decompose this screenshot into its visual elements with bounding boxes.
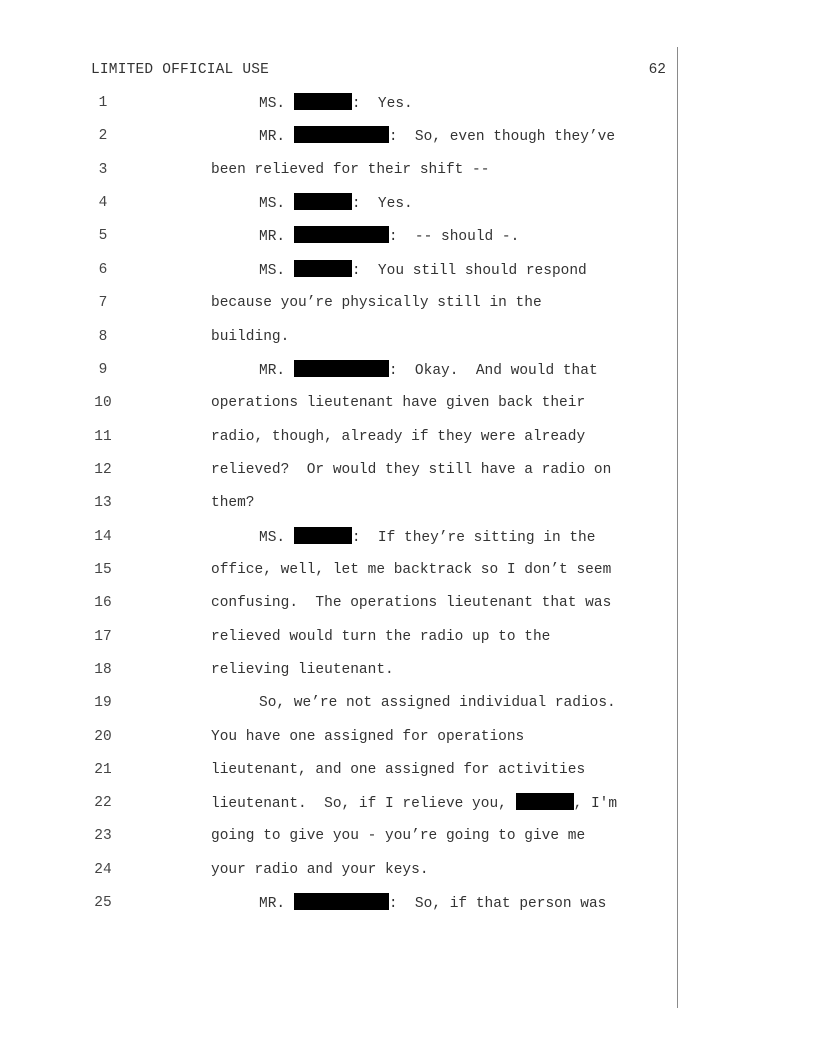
transcript-line: [0, 627, 700, 647]
line-number: 7: [98, 295, 108, 311]
classification-header: LIMITED OFFICIAL USE: [91, 62, 270, 78]
line-number: 21: [94, 762, 112, 778]
redaction-box: [516, 793, 574, 810]
redaction-box: [294, 527, 352, 544]
line-text: MR. : -- should -.: [259, 226, 519, 247]
line-number: 24: [94, 862, 112, 878]
transcript-line: [0, 393, 700, 413]
transcript-line: [0, 860, 700, 880]
line-text: So, we’re not assigned individual radios.: [259, 695, 616, 711]
line-number: 9: [98, 362, 108, 378]
line-text: MS. : You still should respond: [259, 260, 587, 281]
line-text: lieutenant, and one assigned for activities: [211, 762, 586, 778]
redaction-box: [294, 893, 389, 910]
line-number: 3: [98, 162, 108, 178]
transcript-line: [0, 360, 700, 380]
line-number: 19: [94, 695, 112, 711]
line-number: 14: [94, 529, 112, 545]
redaction-box: [294, 260, 352, 277]
transcript-line: [0, 826, 700, 846]
line-text: been relieved for their shift --: [211, 162, 490, 178]
transcript-line: [0, 560, 700, 580]
transcript-line: [0, 93, 700, 113]
line-text: radio, though, already if they were already: [211, 429, 586, 445]
line-number: 13: [94, 495, 112, 511]
line-text: operations lieutenant have given back their: [211, 395, 586, 411]
transcript-line: [0, 460, 700, 480]
line-number: 8: [98, 329, 108, 345]
transcript-line: [0, 660, 700, 680]
line-text: MR. : So, even though they’ve: [259, 126, 615, 147]
line-text: MS. : If they’re sitting in the: [259, 527, 595, 548]
line-number: 18: [94, 662, 112, 678]
line-number: 1: [98, 95, 108, 111]
line-number: 11: [94, 429, 112, 445]
line-text: your radio and your keys.: [211, 862, 429, 878]
line-text: them?: [211, 495, 255, 511]
transcript-line: [0, 260, 700, 280]
line-number: 25: [94, 895, 112, 911]
line-text: You have one assigned for operations: [211, 729, 525, 745]
line-text: relieved? Or would they still have a radio on: [211, 462, 612, 478]
line-number: 20: [94, 729, 112, 745]
transcript-line: [0, 193, 700, 213]
line-number: 23: [94, 828, 112, 844]
transcript-line: [0, 893, 700, 913]
transcript-line: [0, 727, 700, 747]
line-text: office, well, let me backtrack so I don’t seem: [211, 562, 612, 578]
transcript-line: [0, 793, 700, 813]
redaction-box: [294, 126, 389, 143]
line-number: 16: [94, 595, 112, 611]
line-text: going to give you - you’re going to give me: [211, 828, 586, 844]
transcript-line: [0, 760, 700, 780]
line-text: lieutenant. So, if I relieve you, , I'm: [211, 793, 617, 814]
redaction-box: [294, 193, 352, 210]
transcript-line: [0, 493, 700, 513]
line-number: 6: [98, 262, 108, 278]
line-text: relieved would turn the radio up to the: [211, 629, 551, 645]
line-number: 5: [98, 228, 108, 244]
line-number: 2: [98, 128, 108, 144]
transcript-line: [0, 593, 700, 613]
transcript-line: [0, 226, 700, 246]
line-number: 17: [94, 629, 112, 645]
line-text: confusing. The operations lieutenant that was: [211, 595, 612, 611]
line-text: MS. : Yes.: [259, 193, 413, 214]
transcript-line: [0, 293, 700, 313]
line-number: 12: [94, 462, 112, 478]
transcript-line: [0, 427, 700, 447]
redaction-box: [294, 226, 389, 243]
line-text: building.: [211, 329, 290, 345]
line-text: MS. : Yes.: [259, 93, 413, 114]
line-number: 4: [98, 195, 108, 211]
line-text: MR. : So, if that person was: [259, 893, 606, 914]
line-text: relieving lieutenant.: [211, 662, 394, 678]
transcript-line: [0, 126, 700, 146]
line-number: 10: [94, 395, 112, 411]
page-number: 62: [648, 62, 666, 78]
transcript-line: [0, 327, 700, 347]
line-text: because you’re physically still in the: [211, 295, 542, 311]
transcript-line: [0, 160, 700, 180]
line-number: 15: [94, 562, 112, 578]
transcript-line: [0, 527, 700, 547]
transcript-line: [0, 693, 700, 713]
redaction-box: [294, 93, 352, 110]
line-text: MR. : Okay. And would that: [259, 360, 598, 381]
line-number: 22: [94, 795, 112, 811]
redaction-box: [294, 360, 389, 377]
